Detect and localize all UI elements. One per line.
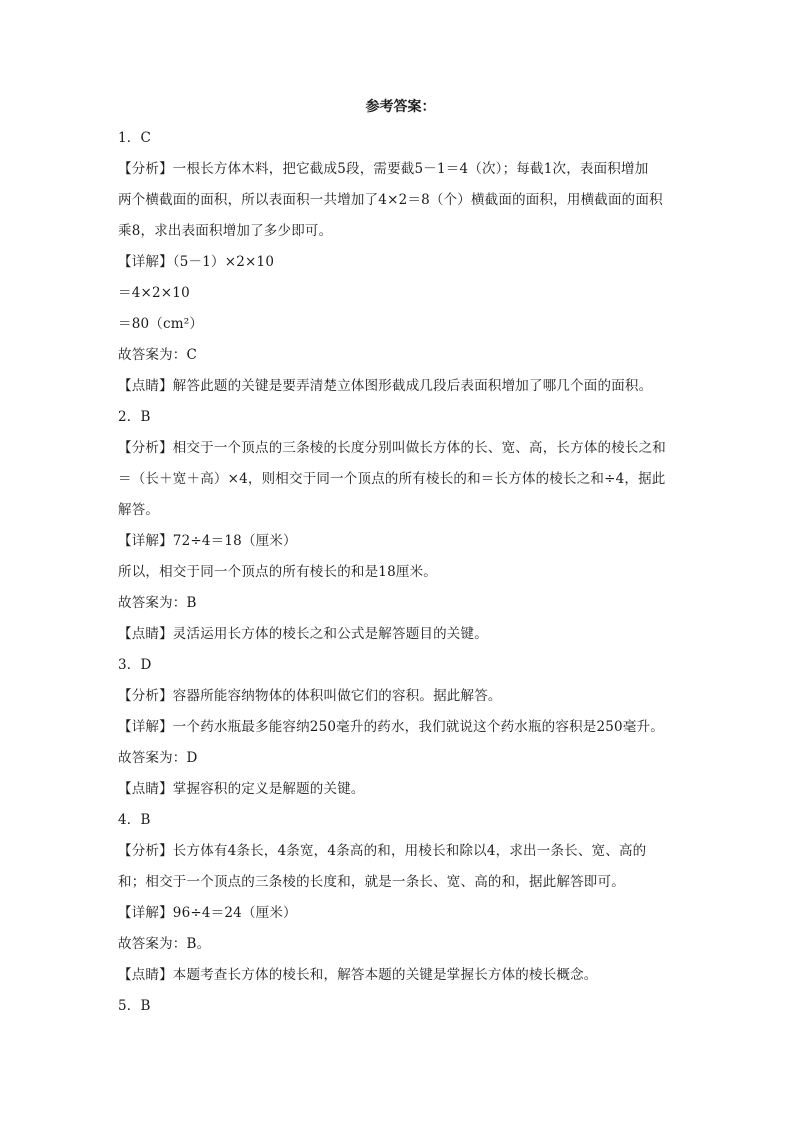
answer-4-result: 故答案为：B。 [118,936,211,952]
answer-2-detail-line-2: 所以，相交于同一个顶点的所有棱长的和是18厘米。 [118,564,437,580]
answer-1-detail-line-3: ＝80（cm²） [118,316,204,332]
page-title: 参考答案： [365,99,436,115]
answer-2-comment: 【点睛】灵活运用长方体的棱长之和公式是解答题目的关键。 [118,626,488,642]
answer-2-analysis-line-2: ＝（长＋宽＋高）×4，则相交于同一个顶点的所有棱长的和＝长方体的棱长之和÷4，据此 [118,471,666,487]
answer-4-analysis-line-2: 和；相交于一个顶点的三条棱的长度和，就是一条长、宽、高的和，据此解答即可。 [118,874,625,890]
answer-page [118,92,683,1022]
answer-4-number: 4．B [118,812,151,828]
answer-1-analysis-line-2: 两个横截面的面积，所以表面积一共增加了4×2＝8（个）横截面的面积，用横截面的面积 [118,192,663,208]
answer-3-detail: 【详解】一个药水瓶最多能容纳250毫升的药水，我们就说这个药水瓶的容积是250毫升。 [118,719,664,735]
answer-2-number: 2．B [118,409,151,425]
answer-1-detail-line-1: 【详解】（5－1）×2×10 [118,254,275,270]
answer-1-result: 故答案为：C [118,347,198,363]
answer-4-analysis-line-1: 【分析】长方体有4条长，4条宽，4条高的和，用棱长和除以4，求出一条长、宽、高的 [118,843,647,859]
answer-4-comment: 【点睛】本题考查长方体的棱长和，解答本题的关键是掌握长方体的棱长概念。 [118,967,598,983]
answer-2-detail-line-1: 【详解】72÷4＝18（厘米） [118,533,297,549]
answer-5-number: 5．B [118,998,151,1014]
answer-3-analysis: 【分析】容器所能容纳物体的体积叫做它们的容积。据此解答。 [118,688,502,704]
answer-1-analysis-line-1: 【分析】一根长方体木料，把它截成5段，需要截5－1＝4（次）；每截1次，表面积增加 [118,161,649,177]
answer-2-analysis-line-1: 【分析】相交于一个顶点的三条棱的长度分别叫做长方体的长、宽、高，长方体的棱长之和 [118,440,666,456]
answer-4-detail: 【详解】96÷4＝24（厘米） [118,905,297,921]
answer-1-comment: 【点睛】解答此题的关键是要弄清楚立体图形截成几段后表面积增加了哪几个面的面积。 [118,378,653,394]
answer-1-analysis-line-3: 乘8，求出表面积增加了多少即可。 [118,223,333,239]
answer-3-number: 3．D [118,657,152,673]
answer-3-comment: 【点睛】掌握容积的定义是解题的关键。 [118,781,365,797]
answer-1-number: 1．C [118,130,152,146]
answer-2-result: 故答案为：B [118,595,197,611]
answer-2-analysis-line-3: 解答。 [118,502,160,518]
answer-3-result: 故答案为：D [118,750,198,766]
answer-1-detail-line-2: ＝4×2×10 [118,285,190,301]
